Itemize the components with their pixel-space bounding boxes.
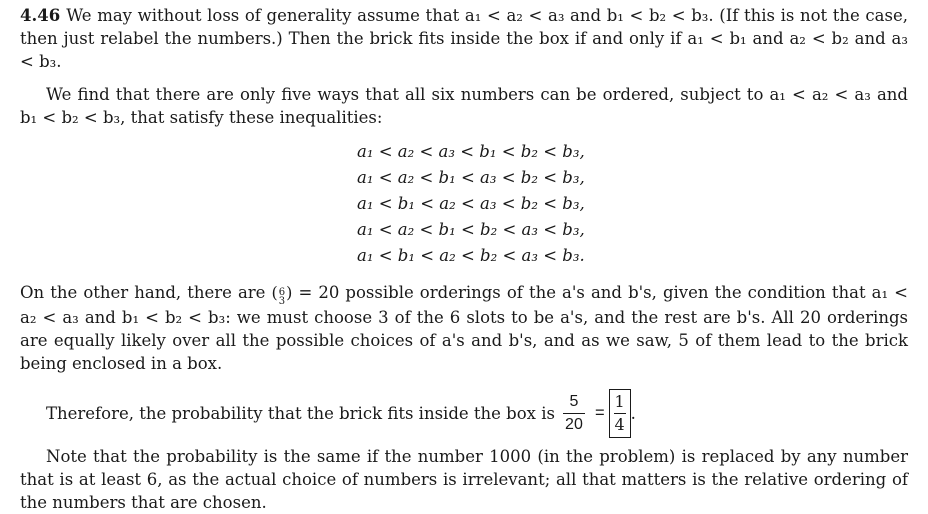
solution-page <box>20 4 908 514</box>
probability-line <box>46 385 908 441</box>
probability-text: Therefore, the probability that the brick fits inside the box is <box>46 403 555 423</box>
count-text-rest: = 20 possible orderings of the a's and b's, given the condition that a₁ < a₂ < a₃ and b₁ < b₂ < b₃: we must choose 3 of the 6 slots to be a's, and the rest are b's. All 20 orderings are equally likely over all the possible choices of a's and b's, and as we saw, 5 of them lead to the brick being enclosed in a box. <box>20 283 908 373</box>
final-period: . <box>630 403 636 423</box>
fraction-denominator: 20 <box>565 415 583 433</box>
fraction-numerator: 5 <box>569 392 579 410</box>
assumption-text: We may without loss of generality assume that a₁ < a₂ < a₃ and b₁ < b₂ < b₃. (If this is not the case, then just relabel the numbers.) Then the brick fits inside the box if and only if a₁ < b₁ and a₂ < b₂ and a₃ < b₃. <box>20 6 908 71</box>
binomial-bottom: 3 <box>278 296 286 307</box>
problem-number: 4.46 <box>20 6 61 25</box>
fraction-one-quarter <box>614 393 626 434</box>
boxed-answer <box>609 389 631 438</box>
binomial-coefficient: ( 6 3 ) <box>271 283 293 307</box>
ordering-line: a₁ < b₁ < a₂ < b₂ < a₃ < b₃. <box>357 246 585 265</box>
fraction-five-twentieths <box>563 393 585 434</box>
paragraph-note: Note that the probability is the same if the number 1000 (in the problem) is replaced by any number that is at least 6, as the actual choice of numbers is irrelevant; all that matters is the relative ordering of the numbers that are chosen. <box>20 447 908 512</box>
paragraph-five-ways: We find that there are only five ways that all six numbers can be ordered, subject to a₁ < a₂ < a₃ and b₁ < b₂ < b₃, that satisfy these inequalities: <box>20 85 908 127</box>
fraction-bar <box>563 413 585 414</box>
orderings-list <box>357 139 908 269</box>
ordering-line: a₁ < a₂ < b₁ < b₂ < a₃ < b₃, <box>357 220 585 239</box>
answer-numerator: 1 <box>614 391 625 411</box>
ordering-line: a₁ < a₂ < a₃ < b₁ < b₂ < b₃, <box>357 142 585 161</box>
paragraph-orderings-count <box>20 281 908 375</box>
ordering-line: a₁ < b₁ < a₂ < a₃ < b₂ < b₃, <box>357 194 585 213</box>
count-text-start: On the other hand, there are <box>20 283 272 302</box>
answer-denominator: 4 <box>614 414 625 434</box>
ordering-line: a₁ < a₂ < b₁ < a₃ < b₂ < b₃, <box>357 168 585 187</box>
paragraph-assumption <box>20 4 908 73</box>
equals-sign: = <box>594 403 605 422</box>
binomial-top: 6 <box>278 287 286 298</box>
fraction-bar <box>614 413 626 414</box>
